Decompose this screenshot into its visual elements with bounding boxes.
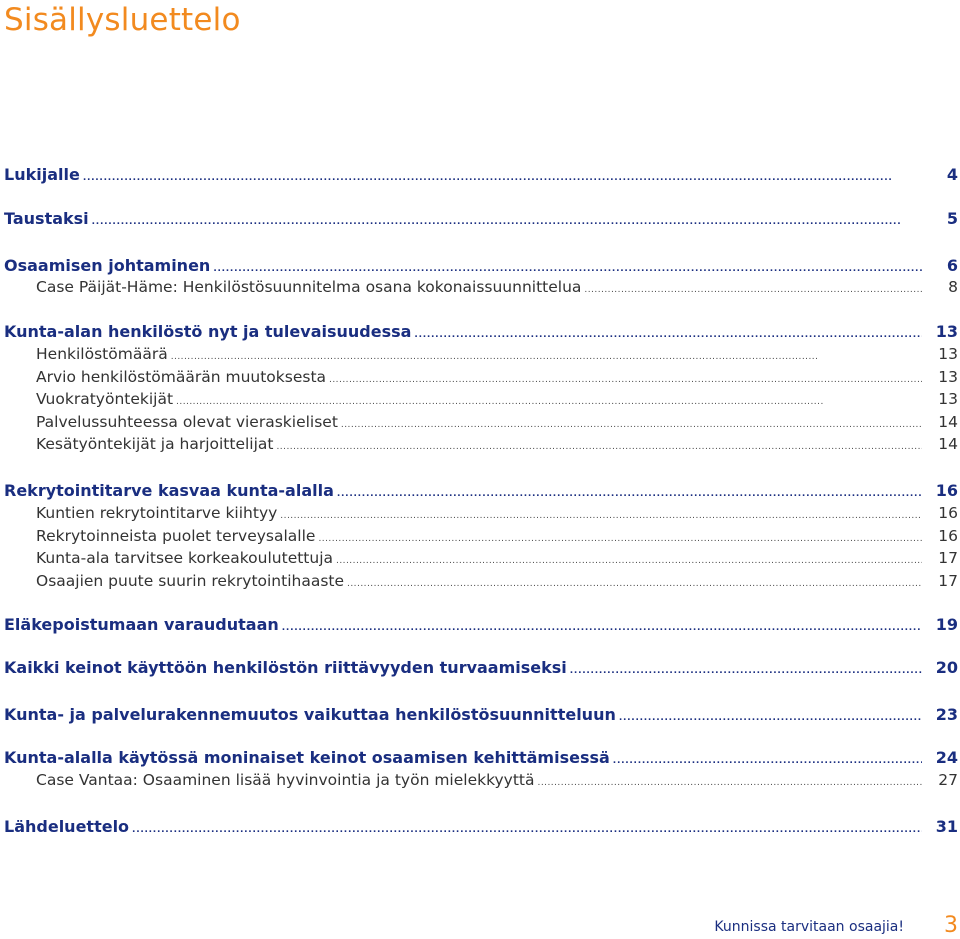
toc-entry-label: Lukijalle (4, 165, 80, 184)
toc-section-entry[interactable] (4, 320, 958, 344)
toc-entry-label: Kunta- ja palvelurakennemuutos vaikuttaa henkilöstösuunnitteluun (4, 705, 616, 724)
toc-page-number: 20 (935, 658, 958, 677)
toc-entry-label: Arvio henkilöstömäärän muutoksesta (36, 368, 327, 386)
toc-page-number: 5 (946, 209, 958, 228)
toc-page-number: 14 (938, 413, 958, 431)
toc-section-entry[interactable] (4, 613, 958, 637)
toc-subsection-entry[interactable] (36, 432, 958, 456)
toc-section-entry[interactable] (4, 207, 958, 231)
toc-entry-label: Kunta-alan henkilöstö nyt ja tulevaisuudessa (4, 322, 412, 341)
toc-page-number: 16 (935, 481, 958, 500)
toc-subsection-entry[interactable] (36, 569, 958, 593)
toc-entry-label: Case Päijät-Häme: Henkilöstösuunnitelma osana kokonaissuunnittelua (36, 278, 582, 296)
toc-dot-leader (92, 207, 922, 234)
toc-page-number: 17 (938, 549, 958, 567)
toc-dot-leader (282, 613, 922, 640)
toc-page-number: 8 (948, 278, 958, 296)
toc-section-entry[interactable] (4, 163, 958, 187)
toc-section-entry[interactable] (4, 479, 958, 503)
toc-section-entry[interactable] (4, 746, 958, 770)
toc-dot-leader (584, 275, 922, 302)
toc-entry-label: Case Vantaa: Osaaminen lisää hyvinvointia ja työn mielekkyyttä (36, 771, 535, 789)
toc-subsection-entry[interactable] (36, 387, 958, 411)
toc-dot-leader (83, 163, 922, 190)
toc-page-number: 27 (938, 771, 958, 789)
toc-page-number: 16 (938, 527, 958, 545)
toc-entry-label: Kaikki keinot käyttöön henkilöstön riittävyyden turvaamiseksi (4, 658, 567, 677)
toc-subsection-entry[interactable] (36, 546, 958, 570)
toc-page-number: 16 (938, 504, 958, 522)
toc-page-number: 4 (946, 165, 958, 184)
toc-page-number: 19 (935, 615, 958, 634)
footer-page-number: 3 (944, 913, 958, 938)
toc-entry-label: Taustaksi (4, 209, 89, 228)
toc-subsection-entry[interactable] (36, 342, 958, 366)
toc-entry-label: Osaamisen johtaminen (4, 256, 211, 275)
toc-page-number: 14 (938, 435, 958, 453)
toc-page-number: 13 (938, 390, 958, 408)
toc-subsection-entry[interactable] (36, 410, 958, 434)
toc-entry-label: Kuntien rekrytointitarve kiihtyy (36, 504, 278, 522)
toc-entry-label: Kunta-ala tarvitsee korkeakoulutettuja (36, 549, 334, 567)
toc-dot-leader (538, 768, 923, 795)
toc-section-entry[interactable] (4, 656, 958, 680)
toc-subsection-entry[interactable] (36, 501, 958, 525)
toc-page-number: 17 (938, 572, 958, 590)
toc-dot-leader (132, 815, 922, 842)
toc-entry-label: Vuokratyöntekijät (36, 390, 174, 408)
page-title: Sisällysluettelo (4, 2, 241, 38)
toc-page-number: 23 (935, 705, 958, 724)
toc-dot-leader (347, 569, 922, 596)
toc-section-entry[interactable] (4, 703, 958, 727)
toc-subsection-entry[interactable] (36, 275, 958, 299)
toc-entry-label: Lähdeluettelo (4, 817, 130, 836)
toc-entry-label: Rekrytoinneista puolet terveysalalle (36, 527, 316, 545)
toc-entry-label: Kunta-alalla käytössä moninaiset keinot osaamisen kehittämisessä (4, 748, 610, 767)
toc-page-number: 13 (935, 322, 958, 341)
toc-entry-label: Henkilöstömäärä (36, 345, 168, 363)
toc-subsection-entry[interactable] (36, 524, 958, 548)
toc-section-entry[interactable] (4, 815, 958, 839)
toc-dot-leader (276, 432, 922, 459)
toc-page-number: 6 (946, 256, 958, 275)
toc-subsection-entry[interactable] (36, 365, 958, 389)
toc-dot-leader (619, 703, 922, 730)
toc-dot-leader (570, 656, 922, 683)
toc-entry-label: Eläkepoistumaan varaudutaan (4, 615, 279, 634)
toc-page-number: 13 (938, 345, 958, 363)
toc-page-number: 31 (935, 817, 958, 836)
toc-entry-label: Osaajien puute suurin rekrytointihaaste (36, 572, 345, 590)
toc-entry-label: Rekrytointitarve kasvaa kunta-alalla (4, 481, 334, 500)
footer-publication-title: Kunnissa tarvitaan osaajia! (714, 919, 904, 935)
toc-entry-label: Palvelussuhteessa olevat vieraskieliset (36, 413, 338, 431)
toc-page-number: 13 (938, 368, 958, 386)
toc-subsection-entry[interactable] (36, 768, 958, 792)
toc-entry-label: Kesätyöntekijät ja harjoittelijat (36, 435, 274, 453)
toc-page-number: 24 (935, 748, 958, 767)
